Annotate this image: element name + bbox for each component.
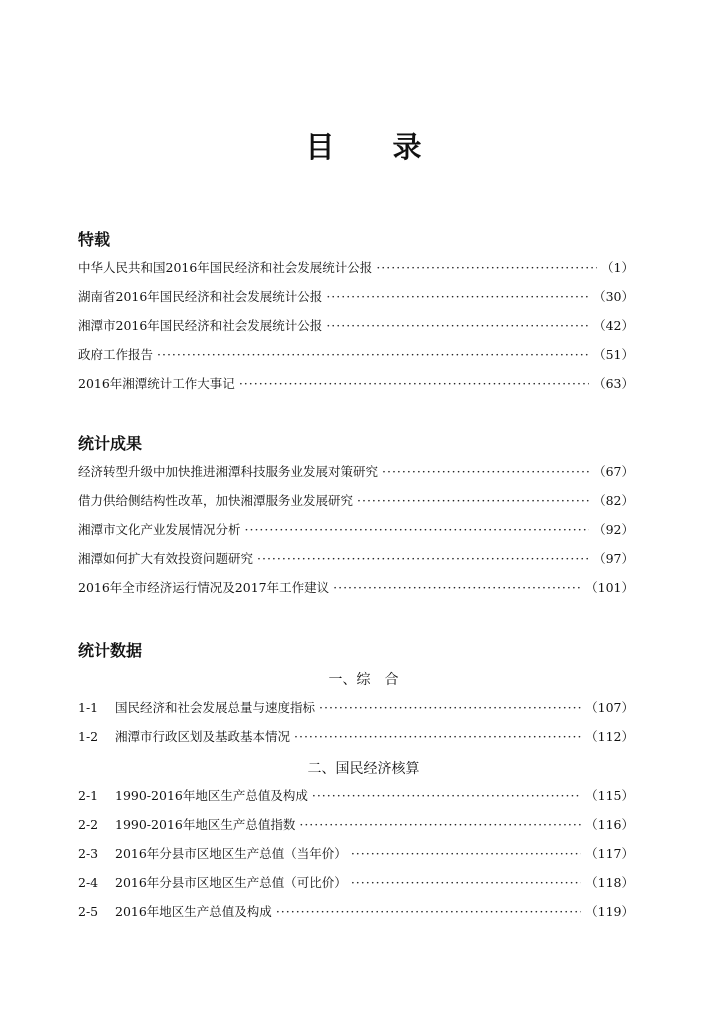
page-title — [0, 125, 727, 166]
toc-entry-number: 2-5 — [78, 904, 99, 919]
toc-entry[interactable] — [78, 258, 634, 278]
toc-entry-page: （1） — [601, 260, 634, 275]
toc-entry-number: 2-3 — [78, 846, 99, 861]
toc-entry[interactable] — [78, 345, 634, 365]
toc-entry-title: 2016年分县市区地区生产总值（当年价） — [115, 846, 347, 861]
toc-entry-title: 2016年湘潭统计工作大事记 — [78, 376, 235, 391]
toc-entry-page: （112） — [585, 729, 634, 744]
toc-entry-page: （51） — [593, 347, 634, 362]
toc-entry-title: 2016年分县市区地区生产总值（可比价） — [115, 875, 347, 890]
toc-entry-title: 经济转型升级中加快推进湘潭科技服务业发展对策研究 — [78, 464, 379, 479]
toc-entry-page: （107） — [585, 700, 634, 715]
leader-dots — [326, 287, 589, 307]
section-heading-chengguo: 统计成果 — [78, 434, 143, 453]
toc-entry-title: 湘潭市文化产业发展情况分析 — [78, 522, 241, 537]
leader-dots — [239, 374, 589, 394]
toc-entry[interactable] — [78, 902, 634, 922]
toc-entry-title: 借力供给侧结构性改革，加快湘潭服务业发展研究 — [78, 493, 354, 508]
toc-entry-title: 湘潭市行政区划及基政基本情况 — [115, 729, 291, 744]
toc-entry[interactable] — [78, 287, 634, 307]
toc-entry[interactable] — [78, 815, 634, 835]
toc-entry-page: （115） — [585, 788, 634, 803]
toc-entry-title: 中华人民共和国2016年国民经济和社会发展统计公报 — [78, 260, 373, 275]
leader-dots — [245, 520, 590, 540]
toc-entry-page: （42） — [593, 318, 634, 333]
toc-entry[interactable] — [78, 844, 634, 864]
toc-entry[interactable] — [78, 520, 634, 540]
leader-dots — [333, 578, 581, 598]
leader-dots — [319, 698, 581, 718]
toc-entry-page: （92） — [593, 522, 634, 537]
toc-entry[interactable] — [78, 698, 634, 718]
toc-entry-number: 1-2 — [78, 729, 99, 744]
title-char-1: 目 — [305, 130, 335, 164]
leader-dots — [326, 316, 589, 336]
toc-entry-number: 2-2 — [78, 817, 99, 832]
toc-entry-title: 2016年地区生产总值及构成 — [115, 904, 272, 919]
toc-entry-title: 湘潭市2016年国民经济和社会发展统计公报 — [78, 318, 323, 333]
toc-entry-number: 2-1 — [78, 788, 99, 803]
toc-entry-page: （63） — [593, 376, 634, 391]
toc-entry-title: 2016年全市经济运行情况及2017年工作建议 — [78, 580, 330, 595]
toc-entry-title: 湘潭如何扩大有效投资问题研究 — [78, 551, 254, 566]
toc-entry[interactable] — [78, 727, 634, 747]
toc-entry-title: 国民经济和社会发展总量与速度指标 — [115, 700, 316, 715]
toc-entry[interactable] — [78, 374, 634, 394]
toc-entry-number: 2-4 — [78, 875, 99, 890]
toc-entry-title: 湖南省2016年国民经济和社会发展统计公报 — [78, 289, 323, 304]
toc-entry-page: （118） — [585, 875, 634, 890]
toc-entry[interactable] — [78, 491, 634, 511]
toc-entry-page: （97） — [593, 551, 634, 566]
subsection-heading-hesuan: 二、国民经济核算 — [307, 761, 420, 777]
section-heading-tezai: 特载 — [78, 230, 111, 249]
leader-dots — [157, 345, 589, 365]
toc-entry-title: 政府工作报告 — [78, 347, 154, 362]
toc-entry-page: （101） — [585, 580, 634, 595]
toc-entry-title: 1990-2016年地区生产总值指数 — [115, 817, 296, 832]
leader-dots — [376, 258, 597, 278]
leader-dots — [276, 902, 581, 922]
leader-dots — [294, 727, 581, 747]
toc-entry-page: （30） — [593, 289, 634, 304]
leader-dots — [257, 549, 589, 569]
toc-entry-number: 1-1 — [78, 700, 99, 715]
leader-dots — [357, 491, 589, 511]
toc-entry-page: （116） — [585, 817, 634, 832]
section-heading-shuju: 统计数据 — [78, 641, 143, 660]
toc-entry[interactable] — [78, 462, 634, 482]
leader-dots — [382, 462, 589, 482]
toc-entry-page: （119） — [585, 904, 634, 919]
toc-entry-title: 1990-2016年地区生产总值及构成 — [115, 788, 308, 803]
toc-entry[interactable] — [78, 316, 634, 336]
leader-dots — [351, 844, 581, 864]
toc-entry[interactable] — [78, 549, 634, 569]
toc-entry-page: （67） — [593, 464, 634, 479]
leader-dots — [312, 786, 581, 806]
leader-dots — [299, 815, 581, 835]
toc-entry[interactable] — [78, 873, 634, 893]
toc-entry[interactable] — [78, 786, 634, 806]
toc-entry-page: （117） — [585, 846, 634, 861]
leader-dots — [351, 873, 581, 893]
subsection-heading-zonghe: 一、综 合 — [328, 672, 399, 688]
toc-entry-page: （82） — [593, 493, 634, 508]
toc-entry[interactable] — [78, 578, 634, 598]
title-char-2: 录 — [392, 130, 422, 164]
